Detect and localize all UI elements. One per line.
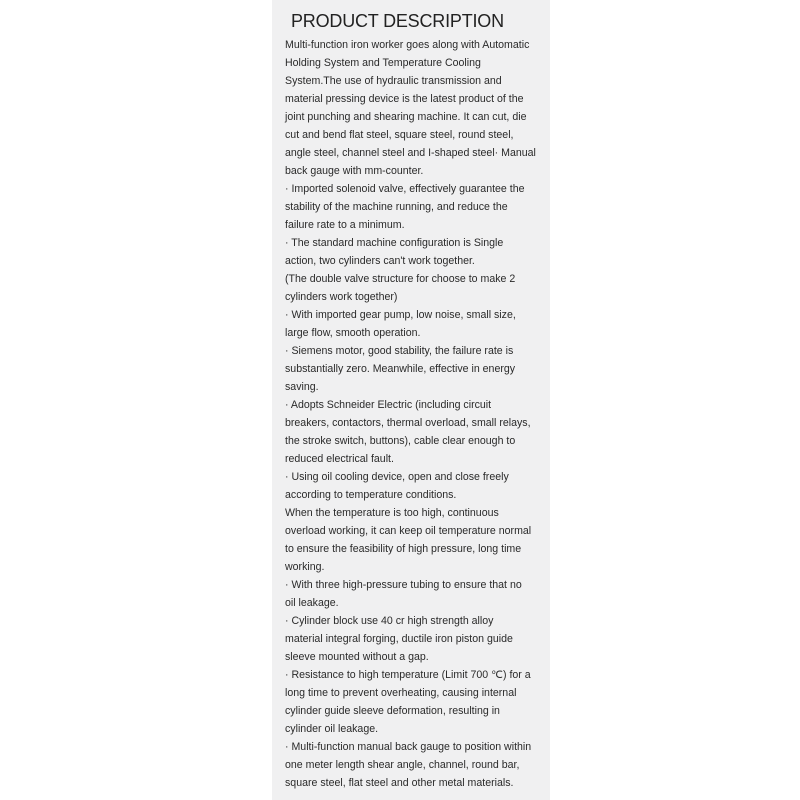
- text-line: · Siemens motor, good stability, the failure rate is: [285, 345, 514, 357]
- text-line: failure rate to a minimum.: [285, 219, 405, 231]
- text-line: overload working, it can keep oil temperature normal: [285, 525, 532, 537]
- text-line: the stroke switch, buttons), cable clear enough to: [285, 435, 516, 447]
- text-line: angle steel, channel steel and I-shaped steel· Manual: [285, 147, 536, 159]
- text-line: · Using oil cooling device, open and close freely: [285, 471, 509, 483]
- text-line: reduced electrical fault.: [285, 453, 394, 465]
- page-title: PRODUCT DESCRIPTION: [291, 11, 504, 31]
- text-line: · Imported solenoid valve, effectively guarantee the: [285, 183, 525, 195]
- text-line: cylinder guide sleeve deformation, resulting in: [285, 705, 500, 717]
- text-line: working.: [285, 561, 325, 573]
- text-line: saving.: [285, 381, 319, 393]
- text-line: cylinders work together): [285, 291, 398, 303]
- text-line: action, two cylinders can't work together.: [285, 255, 475, 267]
- text-line: breakers, contactors, thermal overload, small relays,: [285, 417, 531, 429]
- description-body: [285, 36, 547, 792]
- text-line: · The standard machine configuration is Single: [285, 237, 504, 249]
- text-line: · With imported gear pump, low noise, small size,: [285, 309, 516, 321]
- text-line: cut and bend flat steel, square steel, round steel,: [285, 129, 514, 141]
- text-line: sleeve mounted without a gap.: [285, 651, 429, 663]
- text-line: stability of the machine running, and reduce the: [285, 201, 508, 213]
- text-line: substantially zero. Meanwhile, effective in energy: [285, 363, 516, 375]
- text-line: · Multi-function manual back gauge to position within: [285, 741, 532, 753]
- text-line: material integral forging, ductile iron piston guide: [285, 633, 513, 645]
- text-line: large flow, smooth operation.: [285, 327, 421, 339]
- text-line: Multi-function iron worker goes along with Automatic: [285, 39, 530, 51]
- text-line: joint punching and shearing machine. It can cut, die: [285, 111, 527, 123]
- text-line: cylinder oil leakage.: [285, 723, 379, 735]
- text-line: to ensure the feasibility of high pressure, long time: [285, 543, 522, 555]
- text-line: one meter length shear angle, channel, round bar,: [285, 759, 520, 771]
- text-line: long time to prevent overheating, causing internal: [285, 687, 517, 699]
- product-description-panel: [272, 0, 550, 800]
- text-line: System.The use of hydraulic transmission and: [285, 75, 502, 87]
- text-line: material pressing device is the latest product of the: [285, 93, 524, 105]
- text-line: square steel, flat steel and other metal materials.: [285, 777, 514, 789]
- text-line: When the temperature is too high, continuous: [285, 507, 499, 519]
- text-line: · Cylinder block use 40 cr high strength alloy: [285, 615, 494, 627]
- text-line: · Adopts Schneider Electric (including circuit: [285, 399, 492, 411]
- text-line: · Resistance to high temperature (Limit 700 ℃) for a: [285, 669, 531, 681]
- text-line: (The double valve structure for choose to make 2: [285, 273, 516, 285]
- text-line: back gauge with mm-counter.: [285, 165, 424, 177]
- text-line: oil leakage.: [285, 597, 339, 609]
- text-line: according to temperature conditions.: [285, 489, 457, 501]
- text-line: Holding System and Temperature Cooling: [285, 57, 481, 69]
- text-line: · With three high-pressure tubing to ensure that no: [285, 579, 522, 591]
